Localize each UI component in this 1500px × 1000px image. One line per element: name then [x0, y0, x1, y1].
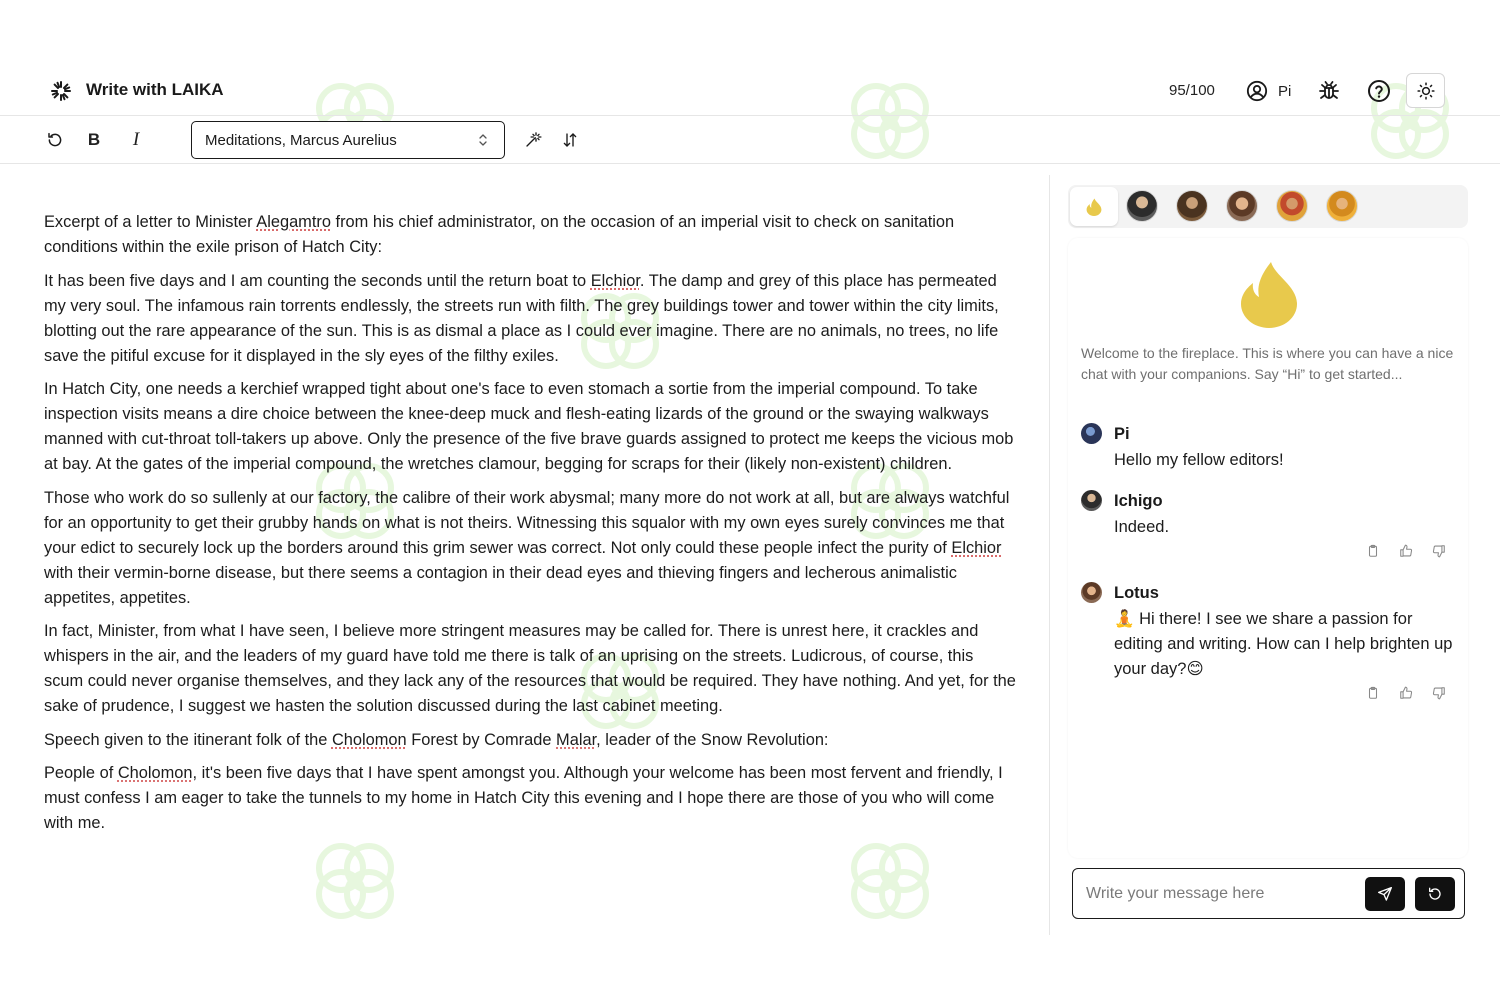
spellcheck-word[interactable]: Malar	[556, 730, 597, 749]
message-author: Pi	[1114, 425, 1130, 443]
user-menu[interactable]	[1246, 79, 1291, 103]
editor-paragraph	[44, 761, 1016, 836]
refresh-button[interactable]	[1415, 877, 1455, 911]
message-actions	[1364, 686, 1448, 702]
editor-paragraph	[44, 210, 1016, 260]
help-icon[interactable]	[1367, 79, 1391, 103]
theme-toggle-button[interactable]	[1406, 73, 1445, 108]
message-emoji: 😊	[1186, 660, 1204, 678]
thumbs-up-icon[interactable]	[1399, 686, 1413, 700]
message-text: Hello my fellow editors!	[1114, 451, 1284, 469]
thumbs-up-icon[interactable]	[1399, 544, 1413, 558]
magic-wand-icon	[524, 131, 542, 149]
send-button[interactable]	[1365, 877, 1405, 911]
app-title: Write with LAIKA	[86, 80, 224, 99]
undo-icon	[46, 131, 64, 149]
companion-avatar-4[interactable]	[1276, 190, 1308, 222]
copy-icon[interactable]	[1366, 686, 1380, 700]
fire-icon	[1086, 198, 1102, 216]
copy-icon[interactable]	[1366, 544, 1380, 558]
editor-paragraph	[44, 619, 1016, 719]
spellcheck-word[interactable]: Cholomon	[331, 730, 407, 749]
message-avatar-pi	[1081, 423, 1102, 444]
undo-button[interactable]	[44, 129, 66, 151]
thumbs-down-icon[interactable]	[1432, 544, 1446, 558]
companion-avatar-3[interactable]	[1226, 190, 1258, 222]
spellcheck-word[interactable]: Alegamtro	[256, 213, 331, 231]
spellcheck-word[interactable]: Cholomon	[117, 764, 193, 782]
editor-toolbar	[0, 117, 1500, 164]
score-counter: 95/100	[1169, 82, 1215, 99]
user-name: Pi	[1278, 82, 1292, 100]
italic-button[interactable]: I	[132, 129, 140, 150]
sort-button[interactable]	[559, 129, 581, 151]
message-avatar-ichigo	[1081, 490, 1102, 511]
message-emoji: 🧘	[1114, 610, 1135, 628]
message-author: Ichigo	[1114, 492, 1163, 510]
document-select[interactable]	[191, 121, 505, 159]
paragraph-text: Speech given to the itinerant folk of the	[44, 730, 332, 749]
paragraph-text: Those who work do so sullenly at our factory, the calibre of their work abysmal; many more do not work at all, but are always watchful for an opportunity to get their grubby hands on what is not theirs. Witnessing this squalor with my own eyes surely convinces me that your edict to securely lock up the borders around this grim sewer was correct. Not only could these people infect the purity of	[44, 488, 1010, 557]
message-body: Hi there! I see we share a passion for editing and writing. How can I help brighten up your day?	[1114, 610, 1453, 678]
editor-paragraph	[44, 269, 1016, 369]
sun-icon	[1417, 82, 1435, 100]
bug-icon[interactable]	[1317, 79, 1341, 103]
spellcheck-word[interactable]: Elchior	[590, 271, 640, 290]
magic-wand-button[interactable]	[522, 129, 544, 151]
paragraph-text: , it's been five days that I have spent amongst you. Although your welcome has been most fervent and friendly, I must confess I am eager to take the tunnels to my home in Hatch City this evening and I hope there are those of you who will come with me.	[44, 764, 1003, 832]
paragraph-text: Excerpt of a letter to Minister	[44, 213, 257, 231]
companion-avatar-5[interactable]	[1326, 190, 1358, 222]
bold-button[interactable]: B	[87, 130, 101, 149]
paragraph-text: In fact, Minister, from what I have seen, I believe more stringent measures may be called for. There is unrest here, it crackles and whispers in the air, and the leaders of my guard have told me there is talk of an uprising on the streets. Ludicrous, of course, this scum could never organise themselves, and they lack any of the resources that would be required. They have nothing. And yet, for the sake of prudence, I suggest we hasten the solution discussed during the last cabinet meeting.	[44, 622, 1016, 715]
paragraph-text: It has been five days and I am counting the seconds until the return boat to	[44, 271, 591, 290]
message-text: Indeed.	[1114, 518, 1170, 536]
document-editor[interactable]	[44, 210, 1016, 845]
editor-paragraph	[44, 728, 1016, 753]
thumbs-down-icon[interactable]	[1432, 686, 1446, 700]
message-text	[1114, 607, 1454, 682]
welcome-message: Welcome to the fireplace. This is where you can have a nice chat with your companions. Say “Hi” to get started...	[1081, 345, 1454, 382]
message-composer	[1072, 868, 1465, 919]
chevron-up-down-icon	[478, 133, 488, 147]
paragraph-text: People of	[44, 764, 118, 782]
message-avatar-lotus	[1081, 582, 1102, 603]
paragraph-text: In Hatch City, one needs a kerchief wrapped tight about one's face to even stomach a sortie from the imperial compound. To take inspection visits means a dire choice between the knee-deep muck and flesh-eating lizards of the ground or the swaying walkways manned with cut-throat toll-takers up above. Only the presence of the five brave guards assigned to protect me keeps the vicious mob at bay. At the gates of the imperial compound, the wretches clamour, begging for scraps for their (likely non-existent) children.	[44, 380, 1014, 473]
document-select-value: Meditations, Marcus Aurelius	[205, 131, 397, 149]
paragraph-text: . The damp and grey of this place has permeated my very soul. The infamous rain torrents endlessly, the streets run with filth. The grey buildings tower and tower within the city limits, blotting out the rare appearance of the sun. This is as dismal a place as I could ever imagine. There are no animals, no trees, no life save the pitiful excuse for it displayed in the sly eyes of the filthy exiles.	[44, 271, 999, 365]
paragraph-text: Forest by Comrade	[406, 730, 557, 749]
panel-divider	[1049, 175, 1050, 935]
fireplace-flame-icon	[1241, 260, 1297, 328]
spellcheck-word[interactable]: Elchior	[951, 538, 1002, 557]
companion-avatar-1[interactable]	[1126, 190, 1158, 222]
send-icon	[1377, 886, 1393, 902]
paragraph-text: from his chief administrator, on the occasion of an imperial visit to check on sanitation conditions within the exile prison of Hatch City:	[44, 213, 955, 256]
app-header	[0, 66, 1500, 116]
message-input[interactable]	[1086, 881, 1356, 907]
paragraph-text: , leader of the Snow Revolution:	[596, 730, 829, 749]
message-actions	[1364, 544, 1448, 560]
editor-paragraph	[44, 377, 1016, 477]
refresh-icon	[1427, 886, 1443, 902]
editor-paragraph	[44, 486, 1016, 611]
user-circle-icon	[1246, 80, 1268, 102]
laika-logo-icon	[50, 80, 72, 102]
companions-bar	[1068, 185, 1468, 228]
companion-avatar-2[interactable]	[1176, 190, 1208, 222]
sort-icon	[561, 131, 579, 149]
fireplace-tab[interactable]	[1070, 187, 1118, 226]
paragraph-text: with their vermin-borne disease, but there seems a contagion in their dead eyes and thieving fingers and lecherous animalistic appetites, appetites.	[44, 563, 957, 607]
message-author: Lotus	[1114, 584, 1159, 602]
